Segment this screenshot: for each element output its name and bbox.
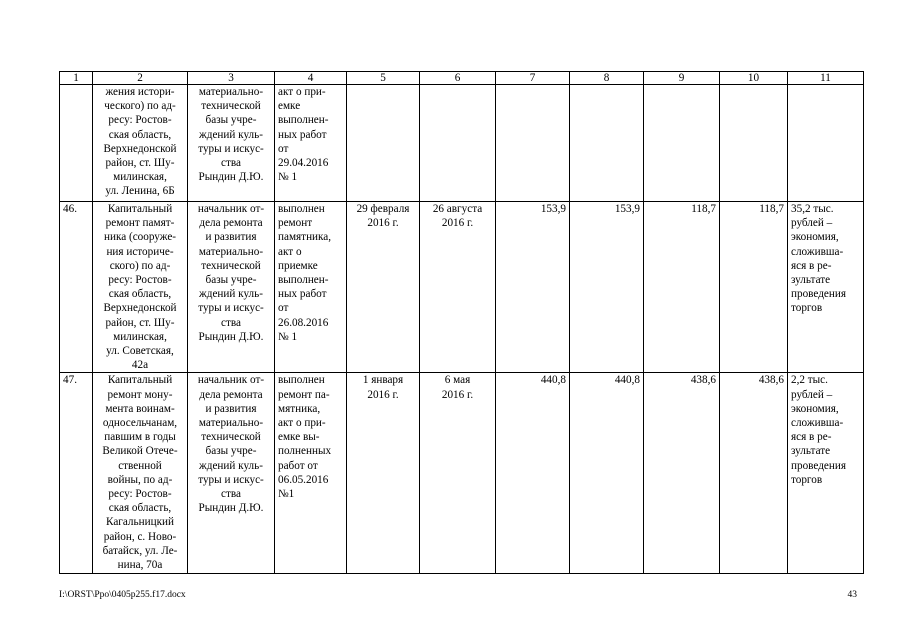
table-row xyxy=(60,373,864,574)
start-date-cell: 29 февраля 2016 г. xyxy=(347,202,420,373)
result-cell: выполнен ремонт па- мятника, акт о при- емке вы- полненных работ от 06.05.2016 №1 xyxy=(275,373,347,574)
value-cell xyxy=(644,85,720,202)
object-name-cell: жения истори- ческого) по ад- ресу: Ростов- ская область, Верхнедонской район, ст. Шу- милинская, ул. Ленина, 6Б xyxy=(93,85,188,202)
column-header: 8 xyxy=(570,72,644,85)
report-table xyxy=(59,71,864,574)
value-cell xyxy=(720,85,788,202)
column-header: 7 xyxy=(496,72,570,85)
result-cell: выполнен ремонт памятника, акт о приемке выполнен- ных работ от 26.08.2016 № 1 xyxy=(275,202,347,373)
responsible-person-cell: начальник от- дела ремонта и развития материально- технической базы учре- ждений куль- туры и искус- ства Рындин Д.Ю. xyxy=(188,373,275,574)
footer-file-path: I:\ORST\Ppo\0405p255.f17.docx xyxy=(59,590,186,600)
row-number-cell: 47. xyxy=(60,373,93,574)
column-header: 4 xyxy=(275,72,347,85)
responsible-person-cell: материально- технической базы учре- ждений куль- туры и искус- ства Рындин Д.Ю. xyxy=(188,85,275,202)
value-cell xyxy=(570,85,644,202)
value-cell: 440,8 xyxy=(570,373,644,574)
column-header: 2 xyxy=(93,72,188,85)
end-date-cell: 6 мая 2016 г. xyxy=(420,373,496,574)
column-header: 5 xyxy=(347,72,420,85)
end-date-cell: 26 августа 2016 г. xyxy=(420,202,496,373)
note-cell: 2,2 тыс. рублей – экономия, сложивша- яся в ре- зультате проведения торгов xyxy=(788,373,864,574)
end-date-cell xyxy=(420,85,496,202)
column-header: 1 xyxy=(60,72,93,85)
column-header: 10 xyxy=(720,72,788,85)
value-cell xyxy=(496,85,570,202)
note-cell: 35,2 тыс. рублей – экономия, сложивша- яся в ре- зультате проведения торгов xyxy=(788,202,864,373)
value-cell: 118,7 xyxy=(644,202,720,373)
value-cell: 440,8 xyxy=(496,373,570,574)
note-cell xyxy=(788,85,864,202)
value-cell: 153,9 xyxy=(496,202,570,373)
column-header: 9 xyxy=(644,72,720,85)
value-cell: 438,6 xyxy=(644,373,720,574)
start-date-cell: 1 января 2016 г. xyxy=(347,373,420,574)
row-number-cell: 46. xyxy=(60,202,93,373)
table-row xyxy=(60,202,864,373)
value-cell: 153,9 xyxy=(570,202,644,373)
page-number: 43 xyxy=(847,590,857,600)
value-cell: 438,6 xyxy=(720,373,788,574)
value-cell: 118,7 xyxy=(720,202,788,373)
column-header: 11 xyxy=(788,72,864,85)
object-name-cell: Капитальный ремонт памят- ника (сооруже- ния историче- ского) по ад- ресу: Ростов- ская область, Верхнедонской район, ст. Шу- милинская, ул. Советская, 42а xyxy=(93,202,188,373)
table-header-row xyxy=(60,72,864,85)
column-header: 6 xyxy=(420,72,496,85)
row-number-cell xyxy=(60,85,93,202)
table-row xyxy=(60,85,864,202)
column-header: 3 xyxy=(188,72,275,85)
responsible-person-cell: начальник от- дела ремонта и развития материально- технической базы учре- ждений куль- туры и искус- ства Рындин Д.Ю. xyxy=(188,202,275,373)
object-name-cell: Капитальный ремонт мону- мента воинам- односельчанам, павшим в годы Великой Отече- ственной войны, по ад- ресу: Ростов- ская область, Кагальницкий район, с. Ново- батайск, ул. Ле- нина, 70а xyxy=(93,373,188,574)
result-cell: акт о при- емке выполнен- ных работ от 29.04.2016 № 1 xyxy=(275,85,347,202)
start-date-cell xyxy=(347,85,420,202)
